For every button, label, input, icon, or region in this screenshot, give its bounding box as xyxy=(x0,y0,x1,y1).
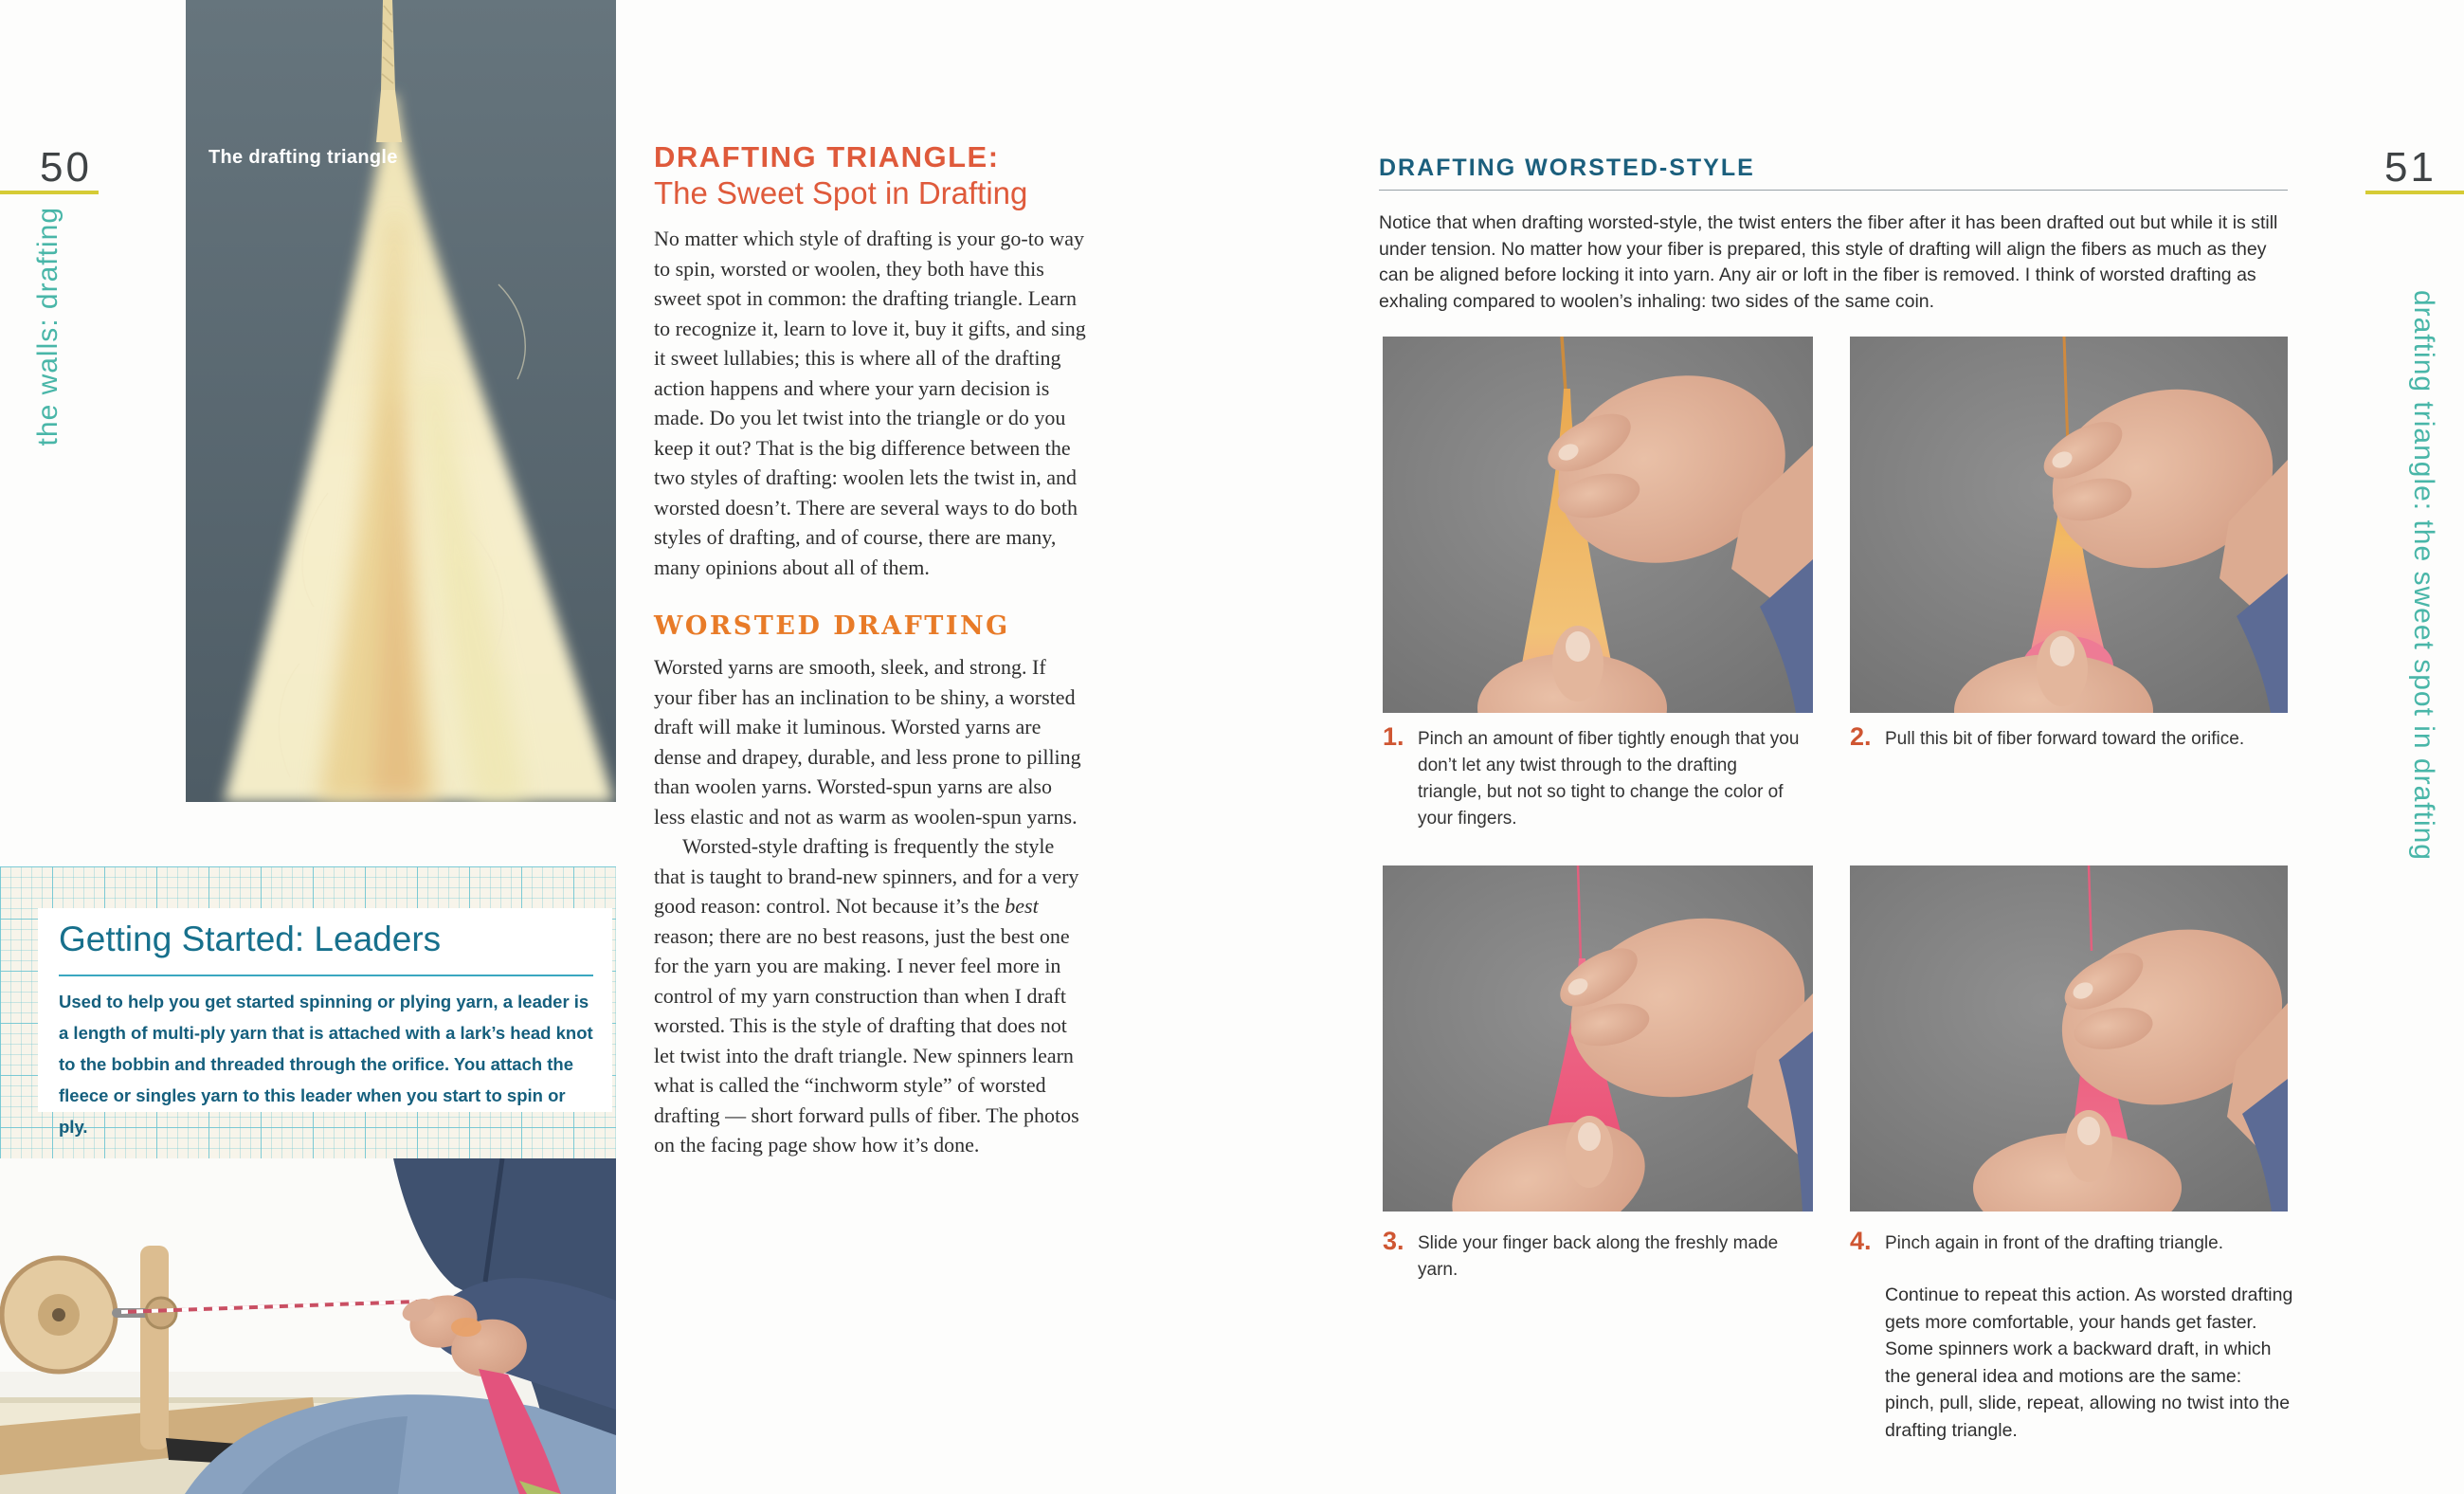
step-number-4: 4. xyxy=(1850,1227,1872,1255)
worsted-style-outro: Continue to repeat this action. As worsted drafting gets more comfortable, your hands get faster. Some spinners work a backward draft, in which the general idea and motions are the same: pinch, pull, slide, repeat, allowing no twist into the drafting triangle. xyxy=(1885,1284,2293,1441)
page-number-rule-left xyxy=(0,191,99,194)
step-text-2: Pull this bit of fiber forward toward the orifice. xyxy=(1885,729,2245,749)
step-number-3: 3. xyxy=(1383,1227,1404,1255)
control-paragraph xyxy=(654,831,1087,1160)
step-photo-3 xyxy=(1383,865,1813,1212)
edge-label-left: the walls: drafting xyxy=(32,207,63,446)
sidebar-title-rule xyxy=(59,975,593,976)
page-number-right: 51 xyxy=(2384,144,2437,191)
step-photo-1-art xyxy=(1383,337,1813,713)
worsted-style-heading: DRAFTING WORSTED-STYLE xyxy=(1379,155,1755,181)
step-photo-3-art xyxy=(1383,865,1813,1212)
article-column xyxy=(654,140,1087,1160)
step-caption-4 xyxy=(1850,1227,2291,1257)
page-number-rule-right xyxy=(2365,191,2464,194)
control-paragraph-post: reason; there are no best reasons, just the best one for the yarn you are making. I never feel more in control of my yarn construction than when I draft worsted. This is the style of drafting that does not let twist into the draft triangle. New spinners learn what is called the “inchworm style” of worsted drafting — short forward pulls of fiber. The photos on the facing page show how it’s done. xyxy=(654,923,1079,1157)
sidebar-body: Used to help you get started spinning or plying yarn, a leader is a length of multi-ply yarn that is attached with a lark’s head knot to the bobbin and threaded through the orifice. You attach the fleece or singles yarn to this leader when you start to spin or ply. xyxy=(59,992,593,1137)
step-photo-2 xyxy=(1850,337,2288,713)
worsted-style-intro: Notice that when drafting worsted-style, the twist enters the fiber after it has been drafted out but while it is still under tension. No matter how your fiber is prepared, this style of drafting will align the fibers as much as they can be aligned before locking it into yarn. Any air or loft in the fiber is removed. I think of worsted drafting as exhaling compared to woolen’s inhaling: two sides of the same coin. xyxy=(1379,212,2278,312)
step-caption-2 xyxy=(1850,722,2291,753)
drafting-triangle-photo xyxy=(186,0,616,802)
step-caption-3 xyxy=(1383,1227,1804,1284)
article-subtitle: The Sweet Spot in Drafting xyxy=(654,175,1028,210)
page-number-left: 50 xyxy=(40,144,92,191)
step-photo-4 xyxy=(1850,865,2288,1212)
step-text-1: Pinch an amount of fiber tightly enough that you don’t let any twist through to the drafting triangle, but not so tight to change the color of your fingers. xyxy=(1418,729,1800,829)
step-text-3: Slide your finger back along the freshly made yarn. xyxy=(1418,1233,1779,1280)
edge-label-right: drafting triangle: the sweet spot in drafting xyxy=(2408,290,2439,861)
leaders-sidebar-card xyxy=(38,908,612,1137)
sidebar-title: Getting Started: Leaders xyxy=(59,920,442,958)
step-caption-1 xyxy=(1383,722,1804,832)
spinning-photo-art xyxy=(0,1158,616,1494)
article-title: DRAFTING TRIANGLE: xyxy=(654,140,1000,173)
worsted-paragraph: Worsted yarns are smooth, sleek, and strong. If your fiber has an inclination to be shiny, a worsted draft will make it luminous. Worsted yarns are dense and drapey, durable, and less prone to pilling than woolen yarns. Worsted-spun yarns are also less elastic and not as warm as woolen-spun yarns. xyxy=(654,655,1081,829)
control-paragraph-pre: Worsted-style drafting is frequently the style that is taught to brand-new spinners, and for a very good reason: control. Not because it’s the xyxy=(654,834,1079,918)
step-text-4: Pinch again in front of the drafting triangle. xyxy=(1885,1233,2224,1253)
step-number-2: 2. xyxy=(1850,722,1872,751)
worsted-drafting-heading: WORSTED DRAFTING xyxy=(654,611,1010,641)
step-photo-1 xyxy=(1383,337,1813,713)
step-photo-2-art xyxy=(1850,337,2288,713)
fiber-photo-caption: The drafting triangle xyxy=(208,147,398,168)
drafting-triangle-photo-art xyxy=(186,0,616,802)
article-intro: No matter which style of drafting is your go-to way to spin, worsted or woolen, they both have this sweet spot in common: the drafting triangle. Learn to recognize it, learn to love it, buy it gifts, and sing it sweet lullabies; this is where all of the drafting action happens and where your yarn decision is made. Do you let twist into the triangle or do you keep it out? That is the big difference between the two styles of drafting: woolen lets the twist in, and worsted doesn’t. There are several ways to do both styles of drafting, and of course, there are many, many opinions about all of them. xyxy=(654,227,1086,579)
leaders-sidebar xyxy=(0,866,616,1158)
worsted-style-heading-rule xyxy=(1379,190,2288,191)
step-number-1: 1. xyxy=(1383,722,1404,751)
spinning-at-wheel-photo xyxy=(0,1158,616,1494)
control-paragraph-italic: best xyxy=(1005,894,1039,918)
step-photo-4-art xyxy=(1850,865,2288,1212)
